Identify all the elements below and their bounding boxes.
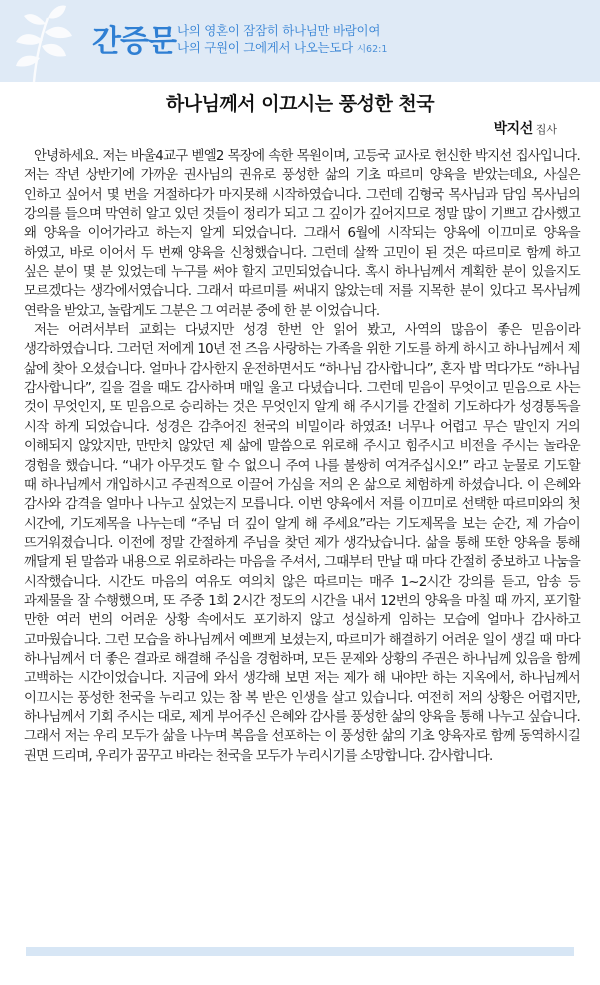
footer-bar [26,947,574,956]
header-band [0,0,600,82]
verse-reference: 시62:1 [356,44,388,55]
verse-line-1: 나의 영혼이 잠잠히 하나님만 바람이여 [177,23,381,38]
article-title: 하나님께서 이끄시는 풍성한 천국 [165,93,435,115]
verse-line-2: 나의 구원이 그에게서 나오는도다 [177,40,353,55]
verse-quote [177,22,587,58]
paragraph: 저는 어려서부터 교회는 다녔지만 성경 한번 안 읽어 봤고, 사역의 많음이 좋은 믿음이라 생각하였습니다. 그러던 저에게 10년 전 즈음 사랑하는 가족을 위한 기도를 하게 하시고 하나님께서 제 삶에 찾아 오셨습니다. 얼마나 감사한지 운전하면서도 “하나님 감사합니다”, 혼자 밥 먹다가도 “하나님 감사합니다”, 길을 걸을 때도 감사하며 매일 울고 다녔습니다. 그런데 믿음이 무엇이고 믿음으로 사는 것이 무엇인지, 또 믿음으로 승리하는 것은 무엇인지 알게 해 주시기를 간절히 기도하다가 성경통독을 시작 하게 되었습니다. 성경은 감추어진 천국의 비밀이라 하였죠! 너무나 어렵고 무슨 말인지 거의 이해되지 않았지만, 만만치 않았던 제 삶에 말씀으로 위로해 주시고 힘주시고 비전을 주시는 놀라운 경험을 했습니다. “내가 아무것도 할 수 없으니 주여 나를 불쌍히 여겨주십시오!” 라고 눈물로 기도할 때 하나님께서 개입하시고 주권적으로 이끌어 가심을 저의 온 삶으로 체험하게 하셨습니다. 이 은혜와 감사와 감격을 얼마나 나누고 싶었는지 모릅니다. 이번 양육에서 저를 이끄미로 선택한 따르미와의 첫 시간에, 기도제목을 나누는데 “주님 더 깊이 알게 해 주세요”라는 기도제목을 보는 순간, 제 가슴이 뜨거워졌습니다. 이전에 정말 간절하게 주님을 찾던 제가 생각났습니다. 삶을 통해 또한 양육을 통해 깨달게 된 말씀과 내용으로 위로하라는 마음을 주셔서, 그때부터 만날 때 마다 간절히 중보하고 나눔을 시작했습니다. 시간도 마음의 여유도 여의치 않은 따르미는 매주 1~2시간 강의를 듣고, 암송 등 과제물을 잘 수행했으며, 또 주중 1회 2시간 정도의 시간을 내서 12번의 양육을 마칠 때 까지, 포기할 만한 여러 번의 어려운 상황 속에서도 포기하지 않고 성실하게 임하는 모습에 얼마나 감사하고 고마웠습니다. 그런 모습을 하나님께서 예쁘게 보셨는지, 따르미가 해결하기 어려운 일이 생길 때 마다 하나님께서 더 좋은 결과로 해결해 주심을 경험하며, 모든 문제와 상황의 주권은 하나님께 있음을 함께 고백하는 시간이었습니다. 지금에 와서 생각해 보면 저는 제가 해 내야만 하는 지옥에서, 하나님께서 이끄시는 풍성한 천국을 누리고 있는 참 복 받은 인생을 살고 있습니다. 여전히 저의 상황은 어렵지만, 하나님께서 기회 주시는 대로, 제게 부어주신 은혜와 감사를 풍성한 삶의 양육을 통해 나누고 싶습니다. 그래서 저는 우리 모두가 삶을 나누며 복음을 선포하는 이 풍성한 삶의 기초 양육자로 함께 동역하시길 권면 드리며, 우리가 꿈꾸고 바라는 천국을 모두가 누리시기를 소망합니다. 감사합니다. [24,323,580,764]
author-byline [494,118,557,138]
paragraph: 안녕하세요. 저는 바울4교구 벧엘2 목장에 속한 목원이며, 고등국 교사로 헌신한 박지선 집사입니다. 저는 작년 상반기에 가까운 권사님의 권유로 풍성한 삶의 기초 따르미 양육을 받았는데요, 사실은 인하고 싶어서 몇 번을 거절하다가 마지못해 시작하였습니다. 그런데 김형국 목사님과 담임 목사님의 강의를 들으며 막연히 알고 있던 것들이 정리가 되고 그 깊이가 깊어지므로 정말 많이 기쁘고 감사했고 왜 양육을 이어가라고 하는지 알게 되었습니다. 그래서 6월에 시작되는 양육에 이끄미로 양육을 하였고, 바로 이어서 두 번째 양육을 신청했습니다. 그런데 살짝 고민이 된 것은 따르미로 함께 하고 싶은 분이 몇 분 있었는데 누구를 써야 할지 고민되었습니다. 혹시 하나님께서 계획한 분이 있을지도 모르겠다는 생각에서였습니다. 그래서 따르미를 써내지 않았는데 저를 지목한 분이 있다고 목사님께 연락을 받았고, 놀랍게도 그분은 그 여러분 중에 한 분 이었습니다. [24,149,580,319]
leaf-branch-icon [4,0,90,82]
article-body [24,147,580,766]
section-title: 간증문 [92,24,176,59]
author-name: 박지선 [493,121,533,137]
author-role: 집사 [535,123,557,136]
